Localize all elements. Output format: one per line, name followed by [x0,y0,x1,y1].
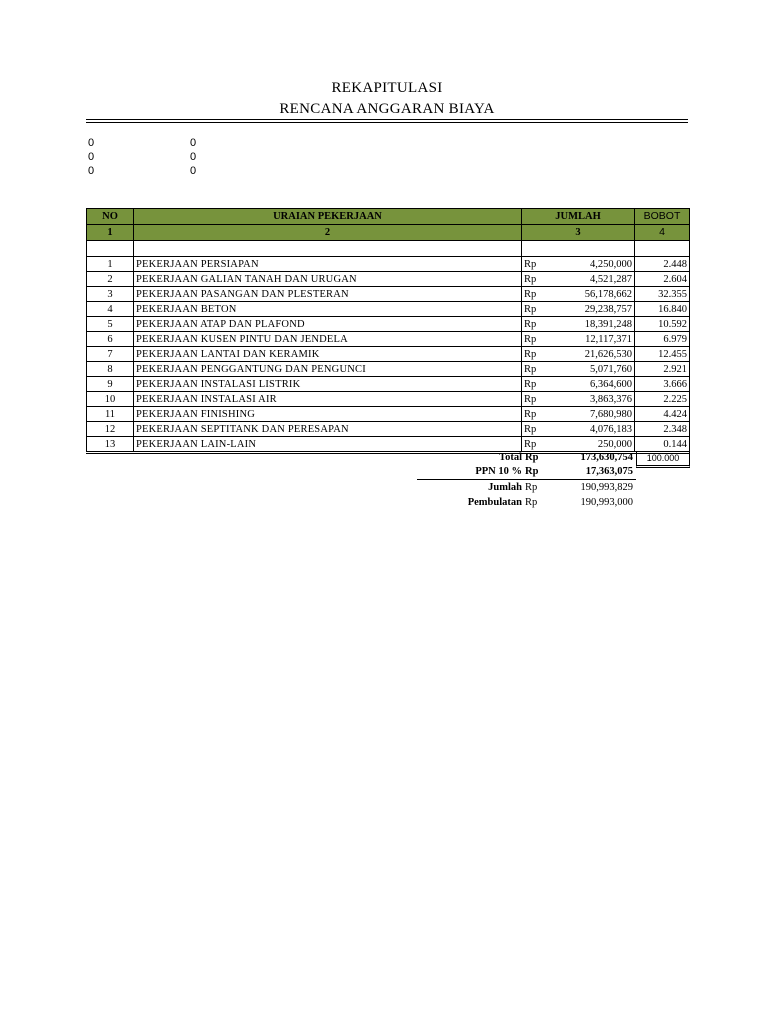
row-jumlah: 12,117,371 [546,332,635,347]
row-jumlah: 250,000 [546,437,635,453]
row-no: 6 [87,332,134,347]
row-jumlah: 4,250,000 [546,257,635,272]
row-rp: Rp [522,332,546,347]
row-uraian: PEKERJAAN LANTAI DAN KERAMIK [134,347,522,362]
row-bobot: 2.348 [635,422,690,437]
table-row [87,287,690,302]
total-value: 173,630,754 [580,452,633,463]
row-jumlah: 21,626,530 [546,347,635,362]
row-rp: Rp [522,437,546,453]
table-row [87,407,690,422]
row-rp: Rp [522,302,546,317]
row-uraian: PEKERJAAN BETON [134,302,522,317]
row-no: 3 [87,287,134,302]
table-colnum-row [87,225,690,241]
row-no: 4 [87,302,134,317]
col-header-no: NO [87,209,134,225]
row-bobot: 2.225 [635,392,690,407]
table-row [87,362,690,377]
row-uraian: PEKERJAAN FINISHING [134,407,522,422]
ppn-rp: Rp [525,466,539,477]
meta-left-2: 0 [88,151,95,163]
meta-right-1: 0 [190,137,197,149]
col-number-bobot: 4 [635,225,690,241]
table-row [87,317,690,332]
row-jumlah: 29,238,757 [546,302,635,317]
rab-table [86,208,690,454]
col-header-bobot: BOBOT [635,209,690,225]
table-row [87,347,690,362]
row-rp: Rp [522,317,546,332]
row-no: 9 [87,377,134,392]
row-jumlah: 3,863,376 [546,392,635,407]
row-bobot: 0.144 [635,437,690,453]
meta-right-2: 0 [190,151,197,163]
row-bobot: 32.355 [635,287,690,302]
row-rp: Rp [522,347,546,362]
row-bobot: 16.840 [635,302,690,317]
row-no: 11 [87,407,134,422]
document-title: REKAPITULASI [331,80,443,96]
pembulatan-label: Pembulatan [467,497,522,508]
col-number-no: 1 [87,225,134,241]
row-no: 12 [87,422,134,437]
row-rp: Rp [522,422,546,437]
row-rp: Rp [522,257,546,272]
col-header-uraian: URAIAN PEKERJAAN [134,209,522,225]
row-no: 2 [87,272,134,287]
summary-rule [417,479,636,480]
pembulatan-value: 190,993,000 [580,497,633,508]
row-bobot: 2.604 [635,272,690,287]
row-jumlah: 4,521,287 [546,272,635,287]
meta-left-3: 0 [88,165,95,177]
table-row [87,377,690,392]
row-uraian: PEKERJAAN PENGGANTUNG DAN PENGUNCI [134,362,522,377]
row-bobot: 4.424 [635,407,690,422]
jumlah-label: Jumlah [488,482,522,493]
row-uraian: PEKERJAAN PERSIAPAN [134,257,522,272]
row-jumlah: 56,178,662 [546,287,635,302]
total-bobot: 100.000 [636,451,690,468]
row-no: 10 [87,392,134,407]
col-number-jumlah: 3 [522,225,635,241]
row-jumlah: 7,680,980 [546,407,635,422]
table-row [87,257,690,272]
row-rp: Rp [522,362,546,377]
row-rp: Rp [522,287,546,302]
total-label: Total [499,452,522,463]
row-bobot: 6.979 [635,332,690,347]
table-row [87,392,690,407]
table-row [87,302,690,317]
row-bobot: 12.455 [635,347,690,362]
row-jumlah: 5,071,760 [546,362,635,377]
row-uraian: PEKERJAAN SEPTITANK DAN PERESAPAN [134,422,522,437]
meta-right-3: 0 [190,165,197,177]
jumlah-rp: Rp [525,482,538,493]
row-rp: Rp [522,392,546,407]
row-uraian: PEKERJAAN LAIN-LAIN [134,437,522,453]
row-no: 5 [87,317,134,332]
row-uraian: PEKERJAAN ATAP DAN PLAFOND [134,317,522,332]
table-row [87,422,690,437]
total-rp: Rp [525,452,539,463]
row-uraian: PEKERJAAN PASANGAN DAN PLESTERAN [134,287,522,302]
row-bobot: 2.921 [635,362,690,377]
table-header-row [87,209,690,225]
row-jumlah: 4,076,183 [546,422,635,437]
row-uraian: PEKERJAAN INSTALASI LISTRIK [134,377,522,392]
row-rp: Rp [522,377,546,392]
meta-left-1: 0 [88,137,95,149]
row-uraian: PEKERJAAN KUSEN PINTU DAN JENDELA [134,332,522,347]
col-header-jumlah: JUMLAH [522,209,635,225]
col-number-uraian: 2 [134,225,522,241]
row-jumlah: 6,364,600 [546,377,635,392]
row-no: 7 [87,347,134,362]
row-rp: Rp [522,407,546,422]
table-row [87,272,690,287]
ppn-label: PPN 10 % [475,466,522,477]
row-uraian: PEKERJAAN GALIAN TANAH DAN URUGAN [134,272,522,287]
pembulatan-rp: Rp [525,497,538,508]
row-jumlah: 18,391,248 [546,317,635,332]
document-subtitle: RENCANA ANGGARAN BIAYA [279,101,495,117]
table-spacer-row [87,241,690,257]
row-uraian: PEKERJAAN INSTALASI AIR [134,392,522,407]
jumlah-value: 190,993,829 [580,482,633,493]
row-no: 13 [87,437,134,453]
row-rp: Rp [522,272,546,287]
ppn-value: 17,363,075 [585,466,633,477]
title-rule-top [86,119,688,120]
title-rule-bottom [86,122,688,123]
table-row [87,332,690,347]
row-no: 1 [87,257,134,272]
row-bobot: 3.666 [635,377,690,392]
row-bobot: 2.448 [635,257,690,272]
row-bobot: 10.592 [635,317,690,332]
table-body [87,257,690,453]
row-no: 8 [87,362,134,377]
